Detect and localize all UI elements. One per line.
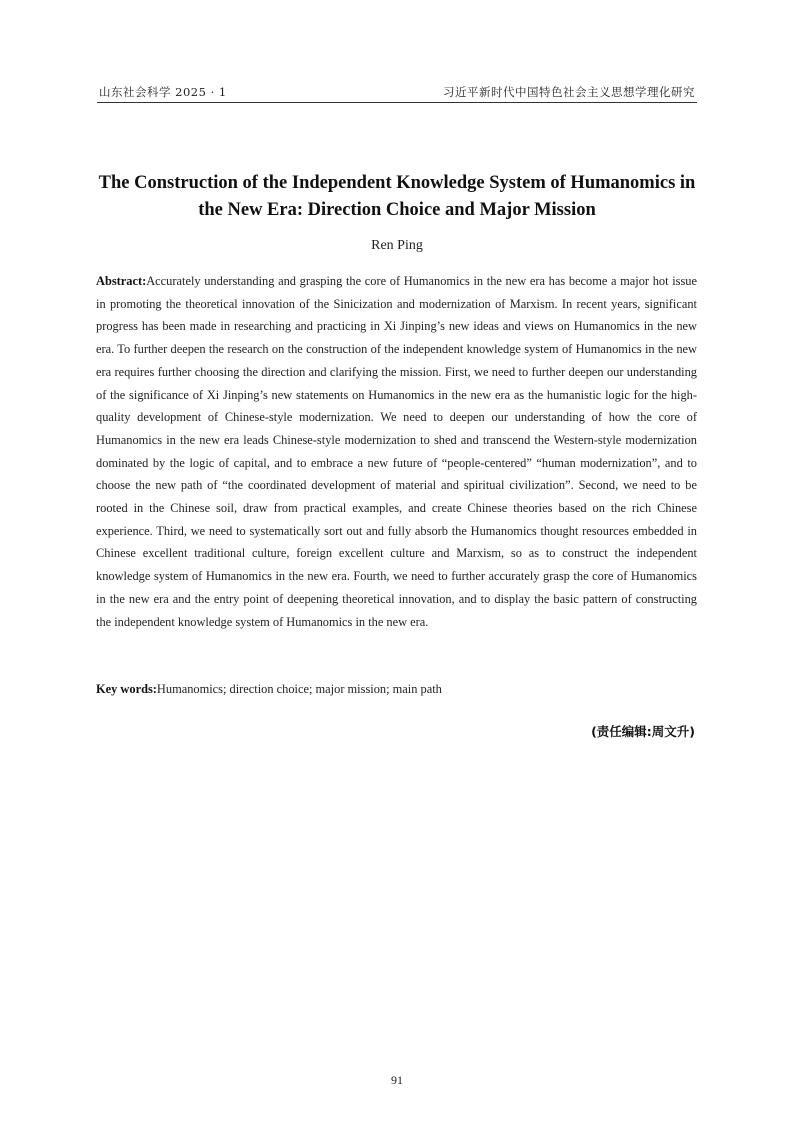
article-title-text: The Construction of the Independent Knowledge System of Humanomics in the New Era: Direction Choice and Major Mission: [98, 173, 696, 220]
author-name: Ren Ping: [371, 238, 423, 253]
responsible-editor-note: (责任编辑:周文升): [591, 724, 695, 739]
keywords-text: Humanomics; direction choice; major mission; main path: [156, 682, 442, 696]
column-title: 习近平新时代中国特色社会主义思想学理化研究: [443, 85, 695, 99]
journal-issue: 山东社会科学 2025 · 1: [99, 85, 227, 99]
keywords: [96, 678, 697, 700]
keywords-label: Key words:: [96, 682, 157, 696]
abstract-label: Abstract:: [96, 274, 147, 288]
article-title: [97, 170, 697, 224]
header-rule: [97, 102, 697, 103]
abstract: [96, 270, 697, 633]
page-number: 91: [391, 1073, 403, 1087]
running-header: [97, 83, 697, 101]
abstract-text: Accurately understanding and grasping the core of Humanomics in the new era has become a major hot issue in promoting the theoretical innovation of the Sinicization and modernization of Marxism. In recent years, significant progress has been made in researching and practicing in Xi Jinping’s new ideas and views on Humanomics in the new era. To further deepen the research on the construction of the independent knowledge system of Humanomics in the new era requires further choosing the direction and clarifying the mission. First, we need to further deepen our understanding of the significance of Xi Jinping’s new statements on Humanomics in the new era as the humanistic logic for the high-quality development of Chinese-style modernization. We need to deepen our understanding of how the core of Humanomics in the new era leads Chinese-style modernization to shed and transcend the Western-style modernization dominated by the logic of capital, and to embrace a new future of “people-centered” “human modernization”, and to choose the new path of “the coordinated development of material and spiritual civilization”. Second, we need to be rooted in the Chinese soil, draw from practical examples, and create Chinese theories based on the rich Chinese experience. Third, we need to systematically sort out and fully absorb the Humanomics thought resources embedded in Chinese excellent traditional culture, foreign excellent culture and Marxism, so as to construct the independent knowledge system of Humanomics in the new era. Fourth, we need to further accurately grasp the core of Humanomics in the new era and the entry point of deepening theoretical innovation, and to display the basic pattern of constructing the independent knowledge system of Humanomics in the new era.: [96, 274, 697, 629]
